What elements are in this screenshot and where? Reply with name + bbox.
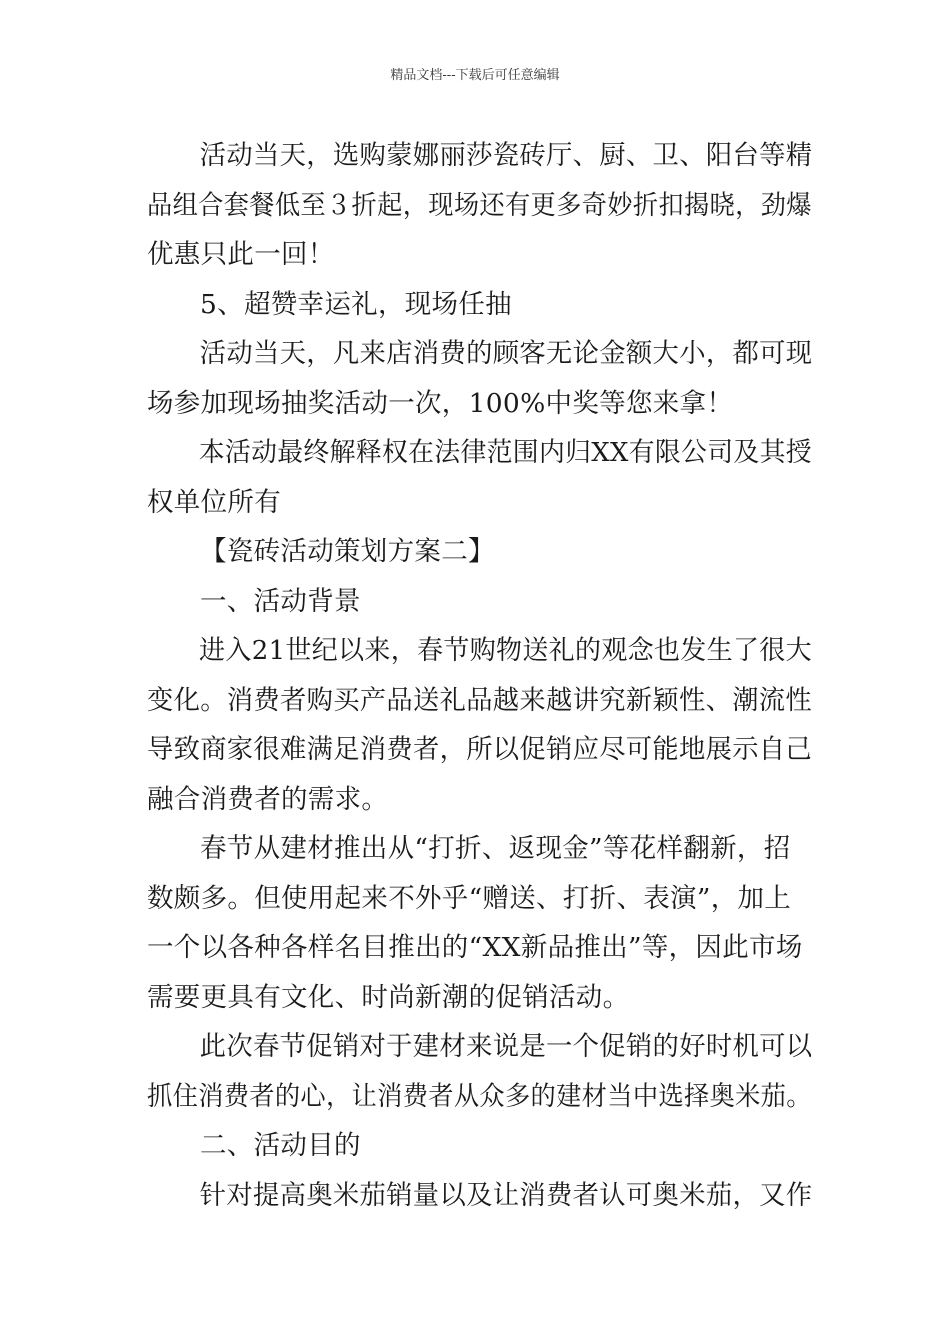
paragraph [147,329,812,428]
text-line: 融合消费者的需求。 [147,783,389,815]
text-line: 进入21世纪以来，春节购物送礼的观念也发生了很大 [199,635,812,666]
page-header: 精品文档---下载后可任意编辑 [390,68,560,83]
text-line: 活动当天，选购蒙娜丽莎瓷砖厅、厨、卫、阳台等精 [199,140,813,171]
paragraph [147,824,812,1022]
paragraph [147,1171,812,1221]
section-heading [147,1121,812,1171]
text-line: 本活动最终解释权在法律范围内归XX有限公司及其授 [198,437,812,468]
text-line: 权单位所有 [147,486,281,518]
plan-title [147,527,812,577]
text-line: 一个以各种各样名目推出的“XX新品推出”等，因此市场 [147,932,803,963]
text-line: 抓住消费者的心，让消费者从众多的建材当中选择奥米茄。 [147,1080,812,1112]
text-line: 此次春节促销对于建材来说是一个促销的好时机可以 [199,1031,813,1062]
text-line: 春节从建材推出从“打折、返现金”等花样翻新，招 [200,833,791,864]
text-line: 优惠只此一回！ [147,239,335,270]
section-heading [147,280,812,330]
paragraph [147,1022,812,1121]
paragraph [147,626,812,824]
document-body [147,131,812,1220]
text-line: 品组合套餐低至３折起，现场还有更多奇妙折扣揭晓，劲爆 [147,189,812,221]
section-heading [147,577,812,627]
text-line: 数颇多。但使用起来不外乎“赠送、打折、表演”，加上 [147,882,792,914]
text-line: 一、活动背景 [200,585,361,617]
paragraph [147,131,812,280]
text-line: 导致商家很难满足消费者，所以促销应尽可能地展示自己 [147,734,812,765]
text-line: 二、活动目的 [200,1130,361,1161]
text-line: 场参加现场抽奖活动一次，100%中奖等您来拿！ [147,387,734,419]
text-line: 5、超赞幸运礼，现场任抽 [200,288,512,320]
paragraph [147,428,812,527]
text-line: 【瓷砖活动策划方案二】 [200,536,495,567]
text-line: 变化。消费者购买产品送礼品越来越讲究新颖性、潮流性 [147,684,812,716]
text-line: 针对提高奥米茄销量以及让消费者认可奥米茄，又作 [199,1179,813,1211]
text-line: 活动当天，凡来店消费的顾客无论金额大小，都可现 [199,338,813,369]
text-line: 需要更具有文化、时尚新潮的促销活动。 [147,981,630,1013]
